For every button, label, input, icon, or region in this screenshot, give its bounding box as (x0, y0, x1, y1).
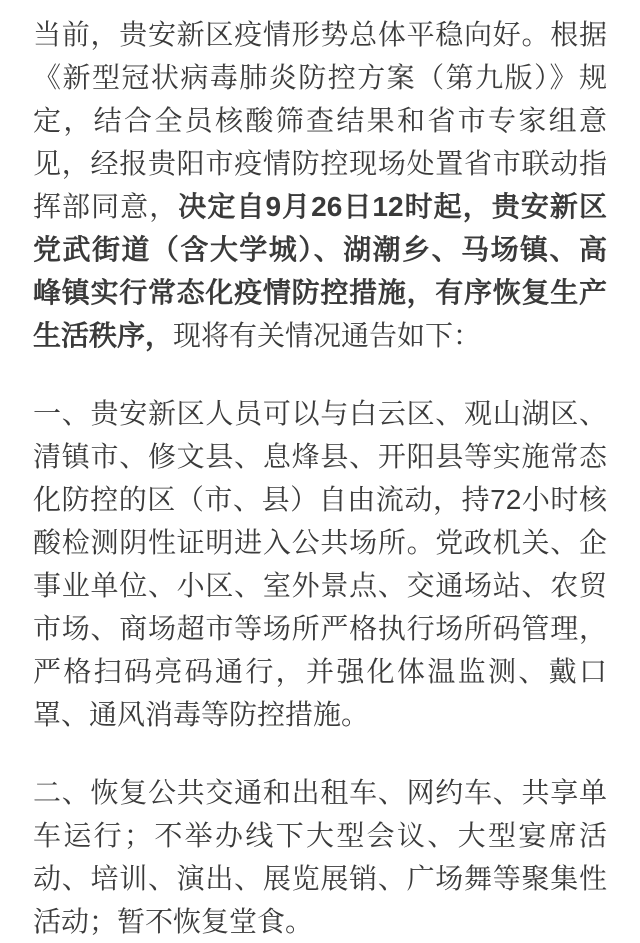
text-line (33, 771, 607, 814)
text-line (33, 521, 607, 564)
text-segment: 动、培训、演出、展览展销、广场舞等聚集性 (33, 863, 607, 894)
text-line (33, 314, 607, 357)
text-line (33, 814, 607, 857)
text-line (33, 435, 607, 478)
text-line (33, 478, 607, 521)
text-line (33, 99, 607, 142)
text-segment: 罩、通风消毒等防控措施。 (33, 699, 370, 730)
text-segment: 挥部同意， (33, 191, 179, 222)
bold-text-segment: 峰镇实行常态化疫情防控措施，有序恢复生产 (33, 277, 607, 308)
text-segment: 《新型冠状病毒肺炎防控方案（第九版）》规 (33, 62, 607, 93)
bold-text-segment: 生活秩序， (33, 320, 174, 351)
text-line (33, 607, 607, 650)
text-segment: 酸检测阴性证明进入公共场所。党政机关、企 (33, 527, 607, 558)
text-line (33, 228, 607, 271)
text-segment: 市场、商场超市等场所严格执行场所码管理， (33, 613, 607, 644)
text-segment: 当前，贵安新区疫情形势总体平稳向好。根据 (33, 19, 607, 50)
paragraph-1 (33, 13, 607, 357)
text-segment: 严格扫码亮码通行，并强化体温监测、戴口 (33, 656, 607, 687)
text-segment: 事业单位、小区、室外景点、交通场站、农贸 (33, 570, 607, 601)
text-line (33, 13, 607, 56)
text-segment: 化防控的区（市、县）自由流动，持72小时核 (33, 484, 607, 515)
text-line (33, 564, 607, 607)
bold-text-segment: 党武街道（含大学城）、湖潮乡、马场镇、高 (33, 234, 607, 265)
text-segment: 定，结合全员核酸筛查结果和省市专家组意 (33, 105, 607, 136)
paragraph-2 (33, 392, 607, 736)
text-line (33, 900, 607, 943)
text-line (33, 650, 607, 693)
text-segment: 活动；暂不恢复堂食。 (33, 906, 314, 937)
text-line (33, 271, 607, 314)
text-segment: 一、贵安新区人员可以与白云区、观山湖区、 (33, 398, 607, 429)
text-line (33, 392, 607, 435)
text-segment: 见，经报贵阳市疫情防控现场处置省市联动指 (33, 148, 607, 179)
text-segment: 清镇市、修文县、息烽县、开阳县等实施常态 (33, 441, 607, 472)
text-segment: 车运行；不举办线下大型会议、大型宴席活 (33, 820, 607, 851)
text-line (33, 857, 607, 900)
text-line (33, 693, 607, 736)
text-line (33, 185, 607, 228)
text-line (33, 142, 607, 185)
paragraph-3 (33, 771, 607, 943)
text-line (33, 56, 607, 99)
text-segment: 二、恢复公共交通和出租车、网约车、共享单 (33, 777, 607, 808)
text-segment: 现将有关情况通告如下： (173, 320, 482, 351)
bold-text-segment: 决定自9月26日12时起，贵安新区 (178, 191, 607, 222)
